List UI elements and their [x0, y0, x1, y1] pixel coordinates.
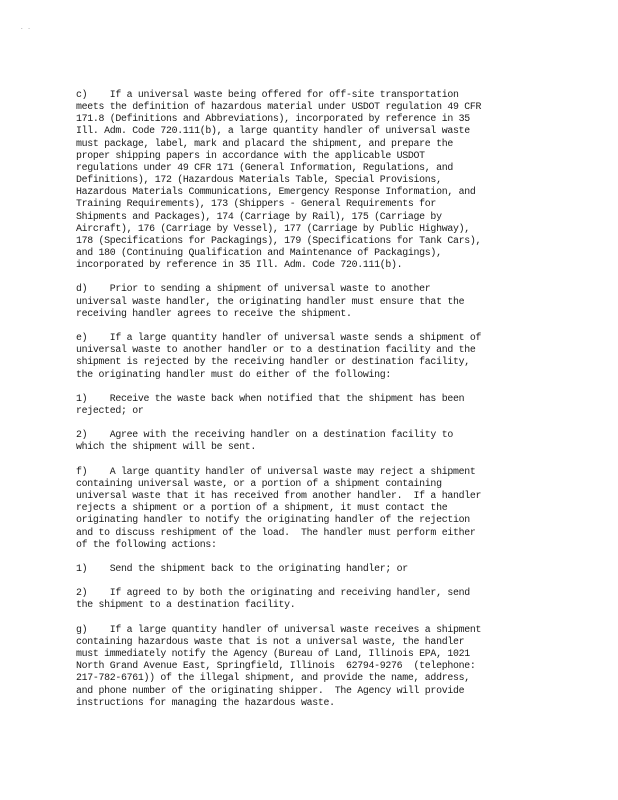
paragraph-c [76, 89, 548, 271]
paragraph-d [76, 283, 548, 319]
text-line: which the shipment will be sent. [76, 441, 257, 453]
text-line: c) If a universal waste being offered for off-site transportation [76, 89, 459, 100]
text-line: incorporated by reference in 35 Ill. Adm. Code 720.111(b). [76, 259, 403, 271]
text-line: must package, label, mark and placard the shipment, and prepare the [76, 137, 453, 149]
text-line: g) If a large quantity handler of universal waste receives a shipment [76, 623, 482, 635]
text-line: 1) Send the shipment back to the originating handler; or [76, 563, 408, 574]
text-line: receiving handler agrees to receive the shipment. [76, 307, 352, 319]
text-line: 1) Receive the waste back when notified that the shipment has been [76, 392, 465, 404]
scan-marks: . . [20, 24, 31, 31]
text-line: universal waste to another handler or to a destination facility and the [76, 344, 476, 356]
text-line: shipment is rejected by the receiving handler or destination facility, [76, 356, 470, 368]
text-line: meets the definition of hazardous material under USDOT regulation 49 CFR [76, 101, 482, 113]
text-line: North Grand Avenue East, Springfield, Illinois 62794-9276 (telephone: [76, 660, 476, 672]
text-line: rejected; or [76, 405, 144, 417]
text-line: and phone number of the originating shipper. The Agency will provide [76, 684, 465, 696]
text-line: originating handler to notify the originating handler of the rejection [76, 514, 470, 526]
paragraph-f2 [76, 587, 548, 611]
text-line: proper shipping papers in accordance with the applicable USDOT [76, 149, 425, 161]
text-line: instructions for managing the hazardous waste. [76, 696, 335, 708]
text-line: the originating handler must do either of the following: [76, 368, 392, 380]
text-line: f) A large quantity handler of universal waste may reject a shipment [76, 465, 476, 477]
text-line: Shipments and Packages), 174 (Carriage by Rail), 175 (Carriage by [76, 210, 442, 222]
text-line: must immediately notify the Agency (Bureau of Land, Illinois EPA, 1021 [76, 648, 470, 660]
text-line: and 180 (Continuing Qualification and Maintenance of Packagings), [76, 247, 442, 259]
paragraph-e1 [76, 393, 548, 417]
text-line: 178 (Specifications for Packagings), 179 (Specifications for Tank Cars), [76, 234, 482, 246]
paragraph-f1 [76, 563, 548, 575]
paragraph-e [76, 332, 548, 381]
text-line: and to discuss reshipment of the load. The handler must perform either [76, 526, 476, 538]
text-line: universal waste that it has received from another handler. If a handler [76, 490, 482, 502]
text-line: universal waste handler, the originating handler must ensure that the [76, 295, 465, 307]
text-line: Definitions), 172 (Hazardous Materials Table, Special Provisions, [76, 174, 442, 186]
text-line: containing universal waste, or a portion of a shipment containing [76, 477, 442, 489]
text-line: Hazardous Materials Communications, Emergency Response Information, and [76, 186, 476, 198]
text-line: 217-782-6761)) of the illegal shipment, and provide the name, address, [76, 672, 470, 684]
text-line: the shipment to a destination facility. [76, 599, 296, 611]
text-line: containing hazardous waste that is not a universal waste, the handler [76, 635, 465, 647]
text-line: 171.8 (Definitions and Abbreviations), incorporated by reference in 35 [76, 113, 470, 125]
text-line: rejects a shipment or a portion of a shipment, it must contact the [76, 502, 448, 514]
regulation-text-body [76, 89, 548, 721]
text-line: Ill. Adm. Code 720.111(b), a large quantity handler of universal waste [76, 125, 470, 137]
paragraph-f [76, 466, 548, 551]
text-line: regulations under 49 CFR 171 (General Information, Regulations, and [76, 161, 453, 173]
text-line: Training Requirements), 173 (Shippers - General Requirements for [76, 198, 437, 210]
text-line: of the following actions: [76, 538, 217, 550]
text-line: d) Prior to sending a shipment of universal waste to another [76, 283, 431, 295]
text-line: Aircraft), 176 (Carriage by Vessel), 177 (Carriage by Public Highway), [76, 222, 470, 234]
paragraph-g [76, 624, 548, 709]
text-line: 2) Agree with the receiving handler on a destination facility to [76, 429, 453, 441]
text-line: 2) If agreed to by both the originating and receiving handler, send [76, 587, 470, 599]
paragraph-e2 [76, 429, 548, 453]
text-line: e) If a large quantity handler of universal waste sends a shipment of [76, 332, 482, 344]
